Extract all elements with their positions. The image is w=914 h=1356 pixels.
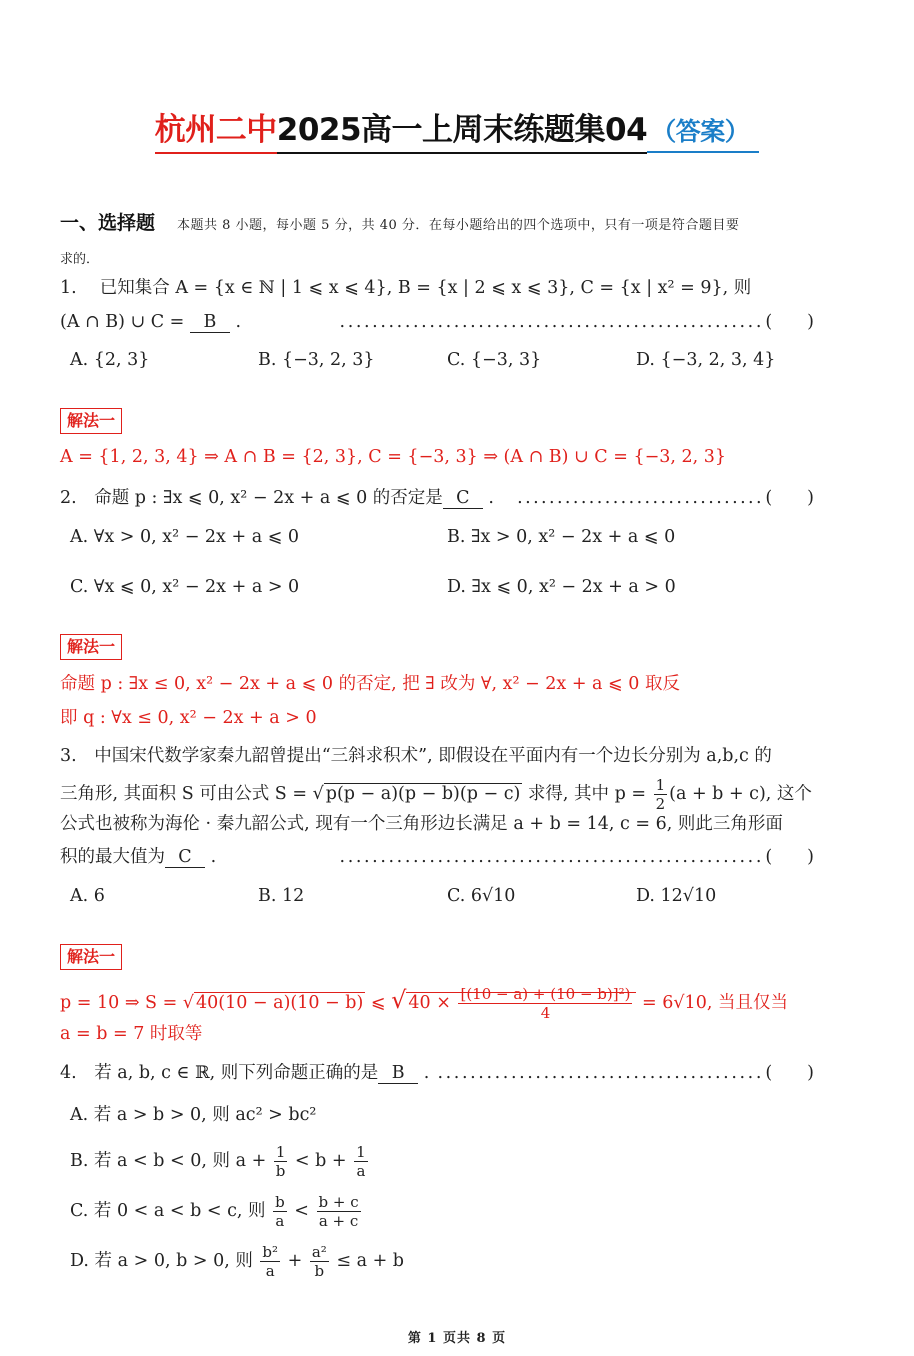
title-main: 2025高一上周末练题集04: [277, 104, 647, 154]
q2-option-d: D. ∃x ⩽ 0, x² − 2x + a > 0: [447, 577, 676, 597]
q4-d-text-a: D. 若 a > 0, b > 0, 则: [70, 1251, 259, 1271]
q3-line2: 三角形, 其面积 S 可由公式 S = √ p(p − a)(p − b)(p − c) 求得, 其中 p = $\frac{1}{2}$ (a + b + c), 这个: [60, 776, 812, 813]
q3-solution-line2: a = b = 7 时取等: [60, 1024, 203, 1044]
q4-c-f2d: a + c: [318, 1212, 359, 1230]
q1-stem-end: .: [229, 312, 242, 332]
q3-frac-den: 2: [655, 795, 666, 813]
q2-stem-end: .: [482, 488, 494, 508]
q3-solution-badge: 解法一: [60, 944, 122, 970]
q4-c-frac2: [317, 1193, 361, 1230]
q4-c-f1d: a: [275, 1212, 285, 1230]
q4-d-f2d: b: [314, 1262, 325, 1280]
q4-d-f1d: a: [265, 1262, 275, 1280]
q2-option-b: B. ∃x > 0, x² − 2x + a ⩽ 0: [447, 527, 676, 547]
q3-line1: 3. 中国宋代数学家秦九韶曾提出“三斜求积术”, 即假设在平面内有一个边长分别为 a,b,c 的: [60, 746, 772, 766]
q3-dots: ....................................................: [339, 847, 764, 867]
q3-option-c: C. 6√10: [447, 886, 516, 906]
q4-option-c: [70, 1193, 363, 1230]
q4-c-frac1: [273, 1193, 287, 1230]
q1-option-b: B. {−3, 2, 3}: [258, 350, 375, 370]
section-note: 本题共 8 小题，每小题 5 分，共 40 分．在每小题给出的四个选项中，只有一项是符合题目要: [177, 218, 740, 233]
q3-sol-b: ⩽: [365, 993, 392, 1013]
q3-option-b: B. 12: [258, 886, 305, 906]
q4-option-b: [70, 1143, 370, 1180]
section-header: [60, 211, 739, 238]
q3-line4: [60, 845, 814, 869]
q4-option-d: [70, 1243, 404, 1280]
q3-line3: 公式也被称为海伦 · 秦九韶公式, 现有一个三角形边长满足 a + b = 14, c = 6, 则此三角形面: [60, 814, 783, 834]
q4-c-f2n: b + c: [318, 1193, 359, 1211]
q4-option-a: A. 若 a > b > 0, 则 ac² > bc²: [70, 1105, 317, 1125]
q3-answer: C: [165, 847, 205, 868]
page-footer: 第 1 页共 8 页: [407, 1331, 507, 1346]
q1-dots: ....................................................: [339, 312, 764, 332]
q4-b-f2d: a: [356, 1162, 366, 1180]
q3-sol-sqrt: 40(10 − a)(10 − b): [195, 993, 364, 1013]
q4-paren: ( ): [765, 1063, 814, 1083]
q3-option-a: A. 6: [70, 886, 105, 906]
q3-sol-frac: [458, 985, 632, 1022]
q2-paren: ( ): [765, 488, 814, 508]
q1-solution-badge: 解法一: [60, 408, 122, 434]
q1-line2: [60, 310, 814, 334]
q3-frac: [654, 776, 668, 813]
title-school: 杭州二中: [155, 104, 277, 154]
q4-d-text-b: +: [282, 1251, 308, 1271]
q1-option-a: A. {2, 3}: [70, 350, 150, 370]
q2-option-a: A. ∀x > 0, x² − 2x + a ⩽ 0: [70, 527, 300, 547]
q3-sol-big-sqrt: [406, 985, 636, 1022]
q4-d-f1n: b²: [262, 1243, 279, 1261]
q3-sqrt: p(p − a)(p − b)(p − c): [325, 784, 521, 804]
q3-sol-frac-num: [(10 − a) + (10 − b)]²): [460, 985, 631, 1003]
q4-b-text-a: B. 若 a < b < 0, 则 a +: [70, 1151, 272, 1171]
q3-text-c: (a + b + c), 这个: [669, 784, 812, 804]
q2-solution-badge: 解法一: [60, 634, 122, 660]
q1-stem: (A ∩ B) ∪ C =: [60, 312, 190, 332]
section-note-cont: 求的．: [60, 252, 100, 267]
q3-sol-a: p = 10 ⇒ S =: [60, 993, 183, 1013]
q3-stem: 积的最大值为: [60, 847, 165, 867]
q3-sol-d: = 6√10, 当且仅当: [636, 993, 788, 1013]
q4-dots: ........................................: [437, 1063, 764, 1083]
q4-b-f2n: 1: [356, 1143, 366, 1161]
q3-sol-frac-den: 4: [540, 1004, 551, 1022]
q2-line: [60, 486, 814, 510]
q4-c-f1n: b: [275, 1193, 285, 1211]
q2-answer: C: [443, 488, 483, 509]
q2-stem: 2. 命题 p : ∃x ⩽ 0, x² − 2x + a ⩽ 0 的否定是: [60, 488, 443, 508]
q4-answer: B: [378, 1063, 418, 1084]
q3-frac-num: 1: [655, 776, 666, 794]
q3-solution-line1: p = 10 ⇒ S = √ 40(10 − a)(10 − b) ⩽ √ 40 × $\frac{\text{[(10 − a) + (10 − b)]²)}}{4}$ = 6√10, 当且仅当: [60, 985, 788, 1022]
q1-solution: A = {1, 2, 3, 4} ⇒ A ∩ B = {2, 3}, C = {−3, 3} ⇒ (A ∩ B) ∪ C = {−3, 2, 3}: [60, 447, 727, 467]
q1-line1: 1. 已知集合 A = {x ∈ ℕ | 1 ⩽ x ⩽ 4}, B = {x | 2 ⩽ x ⩽ 3}, C = {x | x² = 9}, 则: [60, 278, 752, 298]
q4-d-frac2: [310, 1243, 329, 1280]
q3-option-d: D. 12√10: [636, 886, 717, 906]
q1-option-c: C. {−3, 3}: [447, 350, 542, 370]
q4-c-text-a: C. 若 0 < a < b < c, 则: [70, 1201, 272, 1221]
page-title: [0, 104, 914, 154]
q4-b-f1d: b: [275, 1162, 286, 1180]
q4-b-f1n: 1: [275, 1143, 286, 1161]
q3-paren: ( ): [765, 847, 814, 867]
q1-option-d: D. {−3, 2, 3, 4}: [636, 350, 776, 370]
q4-stem-end: .: [418, 1063, 430, 1083]
q4-stem: 4. 若 a, b, c ∈ ℝ, 则下列命题正确的是: [60, 1063, 379, 1083]
q2-dots: ...............................: [517, 488, 764, 508]
q4-d-f2n: a²: [311, 1243, 327, 1261]
q4-line: [60, 1061, 814, 1085]
q4-b-frac1: [274, 1143, 288, 1180]
q3-sol-c: 40 ×: [408, 993, 457, 1013]
q3-text-b: 求得, 其中 p =: [522, 784, 652, 804]
q4-b-frac2: [354, 1143, 368, 1180]
q4-d-frac1: [260, 1243, 280, 1280]
q4-b-text-b: < b +: [289, 1151, 353, 1171]
q2-solution-line1: 命题 p : ∃x ≤ 0, x² − 2x + a ⩽ 0 的否定, 把 ∃ 改为 ∀, x² − 2x + a ⩽ 0 取反: [60, 674, 680, 694]
q1-answer: B: [190, 312, 230, 333]
title-tag: （答案）: [647, 112, 759, 153]
q4-d-text-c: ≤ a + b: [330, 1251, 404, 1271]
q3-stem-end: .: [205, 847, 217, 867]
q3-text-a: 三角形, 其面积 S 可由公式 S =: [60, 784, 313, 804]
q2-solution-line2: 即 q : ∀x ≤ 0, x² − 2x + a > 0: [60, 708, 317, 728]
q1-paren: ( ): [765, 312, 814, 332]
section-heading: 一、选择题: [60, 212, 156, 234]
q2-option-c: C. ∀x ⩽ 0, x² − 2x + a > 0: [70, 577, 300, 597]
q4-c-text-b: <: [288, 1201, 315, 1221]
